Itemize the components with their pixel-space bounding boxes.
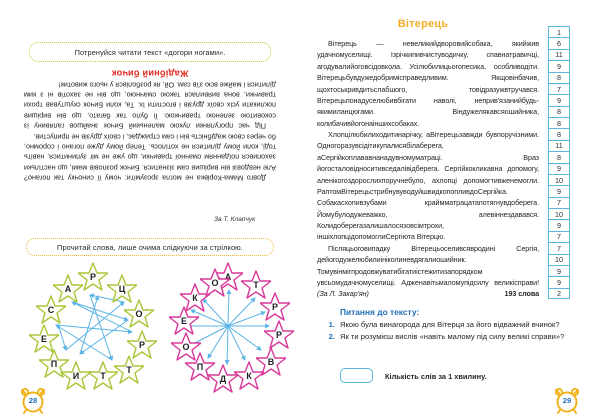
line-count-column: [548, 26, 570, 299]
right-paragraph-1: Вітерець — невеликийдворовийсобака, якийжив удачномуселищі. Ізрічкипивчистуводичку, спавнатравичці, агодувалийоговсідовкола. Усілюбилицьогопесика, особливодіти. Вітерецьбувдужедобримісправедливим. Якщовінбачив, щохтоськривдитьслабшого, товідразужвтручався. Вітерецьпонадуселюбивбігати наволі, неприв'язанийбудь-якимиланцюгами. Віндужелякавсяошийника, колибачивйогонаіншихсобаках.: [317, 39, 539, 128]
star-letter-text: О: [135, 308, 143, 319]
star-letter-text: П: [50, 358, 58, 369]
star-letter-text: Р: [271, 301, 278, 312]
star-letter-text: Т: [100, 370, 106, 381]
line-count-cell: 8: [548, 128, 570, 139]
left-instruction-box: [29, 42, 271, 62]
word-count: 193 слова: [504, 289, 539, 299]
right-page-text: [317, 38, 539, 300]
star-letter-text: Р: [275, 329, 282, 340]
line-count-cell: 9: [548, 276, 570, 287]
page-number-left: 28: [28, 396, 38, 405]
story-byline: За Т. Клапчук: [214, 216, 256, 223]
right-paragraph-2: Хлопцілюбилиходитинарічку, аВітерецьзавжди бувпоручізними. Одногоразувсідітикупалисябілаберега, аСергійкоплававнанадувномуматраці. Враз йогосталовідноситивседалівідберега. Сергійкокликавна допомогу, аленікогоздорослихпоручнебуло, ахлопці допомогтивженемогли. РаптомВітерецьстрибнувуводуйшвидкопопливдоСергійка. Собакасхопивзубами краймматрацатапотягнувдоберега. Йомубулодужеважко, алевіннездавався. Колидоберегазалишалосязовсімтрохи, іншіхлопцідопомоглиСергіюта Вітерцю.: [317, 130, 539, 242]
star-letter-text: А: [224, 271, 232, 282]
question-item: [322, 332, 572, 342]
story-title: Жадібний бичок: [111, 69, 189, 79]
question-text: Якою була винагорода для Вітерця за його відважний вчинок?: [340, 320, 560, 329]
line-count-cell: 11: [548, 140, 570, 151]
line-count-cell: 9: [548, 60, 570, 71]
right-page-title: Вітерець: [397, 18, 449, 30]
line-count-cell: 9: [548, 265, 570, 276]
star-letter-text: Т: [253, 279, 259, 290]
line-count-cell: 10: [548, 208, 570, 219]
star-letter-text: И: [72, 370, 80, 381]
puzzle-instruction-text: Прочитай слова, лише очима слідкуючи за стрілкою.: [57, 242, 243, 252]
line-count-cell: 6: [548, 37, 570, 48]
story-paragraph-1: Під час прогулянки лукою маленький Бичок знайшов галявину із соковитою зеленою травичкою. Її було так багато, що він вирішив покликати усіх своїх друзів і вгостити їх. Та, коли Бичок скуштував трохи травички, вона виявилася такою смачною, що він не захотів ні з ким ділитися і майже всю з'їв сам. Ой, як розболівся у нього животик!: [24, 80, 276, 131]
line-count-cell: 8: [548, 117, 570, 128]
right-paragraph-3: [317, 243, 539, 300]
right-byline: (За Л. Закар'ян): [317, 289, 369, 299]
star-letter-text: П: [196, 361, 204, 372]
star-letter-text: О: [182, 341, 190, 352]
question-item: [322, 320, 572, 330]
line-count-cell: 10: [548, 254, 570, 265]
star-letter: [29, 324, 59, 353]
line-count-cell: 2: [548, 288, 570, 299]
star-letter-text: В: [267, 356, 275, 367]
star-letter-text: О: [211, 277, 219, 288]
star-letter: [124, 299, 154, 328]
line-count-cell: 7: [548, 197, 570, 208]
star-letter: [39, 349, 69, 378]
star-letter: [260, 292, 290, 321]
line-count-cell: 1: [548, 26, 570, 37]
page-number-badge-right: [554, 388, 580, 414]
star-letter: [264, 320, 294, 349]
star-letter-text: Е: [40, 333, 47, 344]
star-letter-text: С: [47, 304, 55, 315]
line-count-cell: 8: [548, 106, 570, 117]
line-count-cell: 9: [548, 219, 570, 230]
page-number-right: 29: [562, 396, 572, 405]
question-number: 1.: [328, 320, 335, 329]
star-letter: [171, 332, 201, 361]
line-count-cell: 8: [548, 151, 570, 162]
star-letter: [88, 361, 118, 390]
star-letter: [53, 274, 83, 303]
questions-heading: Питання до тексту:: [340, 307, 420, 317]
star-letter-text: К: [192, 292, 198, 303]
story-paragraph-2: Довго Мама-Корівка не могла зрозуміти: чому її синочку так погано? Але невдовзі він вирішив сам зізнатися. Бичок розповів мамі, що настільки захопився поїданням смачної травички, що уже не міг зупинитися, навіть тоді, коли йому ділитися не хотілось. Тепер йому дуже погано і соромно, бо через свою жадібність він і сам страждає, і своїх друзів не припустив.: [24, 132, 276, 183]
line-count-cell: 10: [548, 174, 570, 185]
star-letter-text: К: [246, 370, 252, 381]
star-letter-text: Ц: [118, 283, 126, 294]
star-letter-text: Р: [89, 271, 96, 282]
star-letter: [200, 268, 230, 297]
line-count-cell: 9: [548, 163, 570, 174]
line-count-cell: 8: [548, 72, 570, 83]
line-count-cell: 7: [548, 242, 570, 253]
upside-down-story: [24, 66, 276, 183]
star-letter: [114, 355, 144, 384]
page-number-badge-left: [20, 388, 46, 414]
pink-star-circle: [163, 262, 293, 390]
line-count-cell: 9: [548, 185, 570, 196]
star-letter-text: Е: [180, 315, 187, 326]
puzzle-instruction-box: [26, 238, 274, 256]
star-letter: [234, 361, 264, 390]
star-letter-text: Т: [126, 364, 132, 375]
questions-list: [322, 320, 572, 345]
star-letter-text: А: [64, 283, 72, 294]
star-letter-text: Р: [138, 339, 145, 350]
right-page: [300, 0, 600, 419]
star-letter-text: Д: [219, 373, 227, 384]
line-count-cell: 9: [548, 94, 570, 105]
left-instruction-text: Потренуйся читати текст «догори ногами».: [74, 47, 226, 57]
line-count-cell: 7: [548, 83, 570, 94]
words-per-minute-label: Кількість слів за 1 хвилину.: [385, 372, 487, 381]
green-star-circle: [28, 262, 158, 390]
question-number: 2.: [328, 332, 335, 342]
line-count-cell: 7: [548, 231, 570, 242]
line-count-cell: 11: [548, 49, 570, 60]
right-paragraph-3-text: Післяцьоговипадку Вітерецьоселивсявродині Сергія, дейогодужелюбилиініколиневдягалиошийник. Томувінмігпродовжуватибігатиістежитизапорядком увсьомудачномуселищі. Адженавітьмаломупідсилу великісправи!: [317, 243, 539, 287]
question-text: Як ти розумієш вислів «навіть малому під силу великі справи»?: [340, 332, 565, 342]
words-per-minute-input[interactable]: [340, 368, 373, 383]
